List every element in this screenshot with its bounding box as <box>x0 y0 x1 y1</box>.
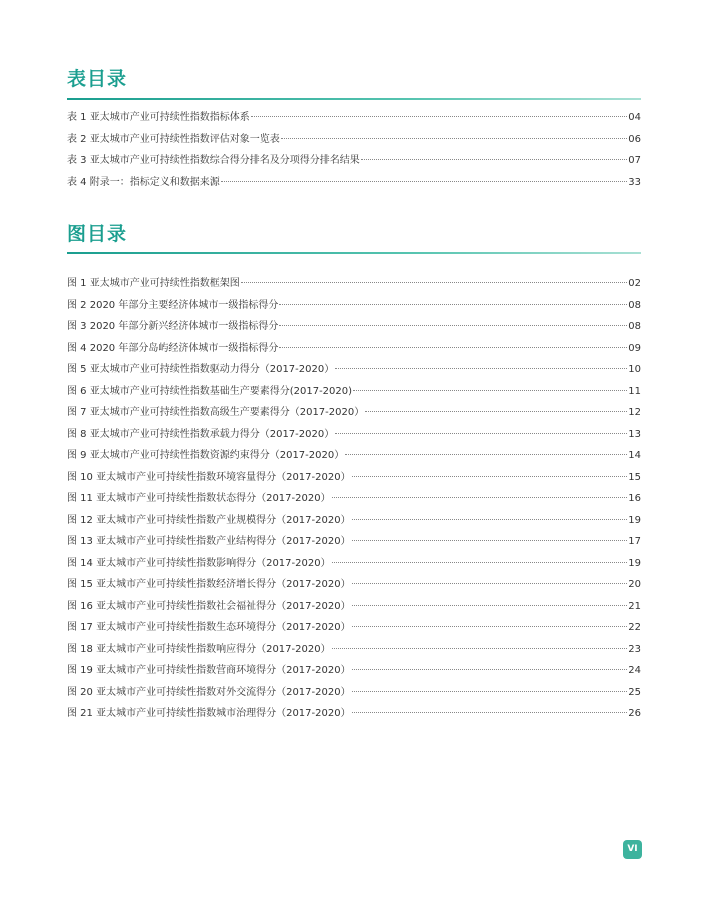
toc-entry-page-number: 08 <box>628 321 641 332</box>
toc-entry-label: 图 17 亚太城市产业可持续性指数生态环境得分（2017-2020） <box>67 622 351 633</box>
toc-entry[interactable] <box>67 682 641 704</box>
toc-entry-page-number: 02 <box>628 278 641 289</box>
toc-entry-page-number: 08 <box>628 299 641 311</box>
toc-entry-page-number: 09 <box>628 342 641 354</box>
toc-entry[interactable] <box>67 381 641 403</box>
toc-entry-page-number: 16 <box>628 493 641 504</box>
toc-entry-page-number: 19 <box>628 514 641 526</box>
toc-entry[interactable] <box>67 172 641 194</box>
dot-leader <box>352 583 628 584</box>
dot-leader <box>279 304 627 305</box>
toc-entry-label: 图 13 亚太城市产业可持续性指数产业结构得分（2017-2020） <box>67 536 351 547</box>
dot-leader <box>332 497 628 498</box>
toc-entry[interactable] <box>67 574 641 596</box>
dot-leader <box>345 454 627 455</box>
toc-entry-label: 图 18 亚太城市产业可持续性指数响应得分（2017-2020） <box>67 643 331 655</box>
toc-entry-page-number: 24 <box>628 665 641 676</box>
toc-entry[interactable] <box>67 402 641 424</box>
toc-entry[interactable] <box>67 445 641 467</box>
toc-entry[interactable] <box>67 488 641 510</box>
toc-entry-page-number: 07 <box>628 155 641 166</box>
toc-entry-page-number: 33 <box>628 176 641 188</box>
dot-leader <box>279 347 627 348</box>
toc-entry[interactable] <box>67 424 641 446</box>
toc-entry-label: 图 8 亚太城市产业可持续性指数承载力得分（2017-2020） <box>67 428 335 440</box>
toc-entry-page-number: 13 <box>628 428 641 440</box>
dot-leader <box>352 519 628 520</box>
toc-entry[interactable] <box>67 129 641 151</box>
toc-entry-page-number: 23 <box>628 643 641 655</box>
toc-entry-label: 图 1 亚太城市产业可持续性指数框架图 <box>67 278 240 289</box>
toc-entry-label: 表 1 亚太城市产业可持续性指数指标体系 <box>67 112 250 123</box>
toc-entry-label: 图 9 亚太城市产业可持续性指数资源约束得分（2017-2020） <box>67 450 345 461</box>
toc-entry-label: 表 2 亚太城市产业可持续性指数评估对象一览表 <box>67 133 280 145</box>
toc-entry[interactable] <box>67 316 641 338</box>
dot-leader <box>352 712 628 713</box>
toc-entry-page-number: 26 <box>628 708 641 719</box>
toc-entry-page-number: 06 <box>628 133 641 145</box>
toc-entry-label: 图 4 2020 年部分岛屿经济体城市一级指标得分 <box>67 342 279 354</box>
toc-entry[interactable] <box>67 596 641 618</box>
toc-entry[interactable] <box>67 703 641 725</box>
toc-entry-page-number: 10 <box>628 364 641 375</box>
toc-entry[interactable] <box>67 531 641 553</box>
toc-entry-label: 图 5 亚太城市产业可持续性指数驱动力得分（2017-2020） <box>67 364 335 375</box>
toc-entry-page-number: 25 <box>628 686 641 698</box>
dot-leader <box>352 626 628 627</box>
toc-entry-label: 图 10 亚太城市产业可持续性指数环境容量得分（2017-2020） <box>67 471 351 483</box>
toc-entry-label: 图 11 亚太城市产业可持续性指数状态得分（2017-2020） <box>67 493 331 504</box>
dot-leader <box>279 325 627 326</box>
dot-leader <box>361 159 628 160</box>
toc-entry-label: 图 2 2020 年部分主要经济体城市一级指标得分 <box>67 299 279 311</box>
toc-entry-page-number: 04 <box>628 112 641 123</box>
toc-entry-page-number: 15 <box>628 471 641 483</box>
tables-section-divider <box>67 98 641 100</box>
toc-entry-label: 表 4 附录一：指标定义和数据来源 <box>67 176 220 188</box>
toc-entry-label: 图 3 2020 年部分新兴经济体城市一级指标得分 <box>67 321 279 332</box>
toc-entry[interactable] <box>67 617 641 639</box>
dot-leader <box>352 691 628 692</box>
toc-entry[interactable] <box>67 639 641 661</box>
tables-section-title: 表目录 <box>67 68 128 90</box>
toc-entry[interactable] <box>67 359 641 381</box>
figures-section-title: 图目录 <box>67 223 128 245</box>
toc-entry-page-number: 12 <box>628 407 641 418</box>
table-of-figures <box>67 273 641 725</box>
toc-entry-label: 图 20 亚太城市产业可持续性指数对外交流得分（2017-2020） <box>67 686 351 698</box>
dot-leader <box>332 648 628 649</box>
dot-leader <box>352 605 628 606</box>
page-number-badge: VI <box>623 840 642 859</box>
dot-leader <box>352 540 628 541</box>
toc-entry[interactable] <box>67 107 641 129</box>
toc-entry[interactable] <box>67 273 641 295</box>
toc-entry-label: 图 7 亚太城市产业可持续性指数高级生产要素得分（2017-2020） <box>67 407 365 418</box>
toc-entry-label: 表 3 亚太城市产业可持续性指数综合得分排名及分项得分排名结果 <box>67 155 360 166</box>
toc-entry[interactable] <box>67 660 641 682</box>
dot-leader <box>352 669 628 670</box>
toc-entry-label: 图 15 亚太城市产业可持续性指数经济增长得分（2017-2020） <box>67 579 351 590</box>
toc-entry[interactable] <box>67 150 641 172</box>
dot-leader <box>221 181 628 182</box>
toc-entry[interactable] <box>67 295 641 317</box>
toc-entry-label: 图 14 亚太城市产业可持续性指数影响得分（2017-2020） <box>67 557 331 569</box>
toc-entry-page-number: 22 <box>628 622 641 633</box>
toc-entry-page-number: 17 <box>628 536 641 547</box>
toc-entry-page-number: 20 <box>628 579 641 590</box>
toc-entry-page-number: 11 <box>628 385 641 397</box>
toc-entry-page-number: 19 <box>628 557 641 569</box>
dot-leader <box>365 411 627 412</box>
toc-entry-label: 图 19 亚太城市产业可持续性指数营商环境得分（2017-2020） <box>67 665 351 676</box>
dot-leader <box>335 368 627 369</box>
toc-entry-page-number: 21 <box>628 600 641 612</box>
dot-leader <box>241 282 628 283</box>
toc-entry-label: 图 6 亚太城市产业可持续性指数基础生产要素得分(2017-2020) <box>67 385 353 397</box>
dot-leader <box>352 476 628 477</box>
toc-entry-label: 图 12 亚太城市产业可持续性指数产业规模得分（2017-2020） <box>67 514 351 526</box>
dot-leader <box>332 562 628 563</box>
toc-entry-page-number: 14 <box>628 450 641 461</box>
dot-leader <box>251 116 628 117</box>
toc-entry-label: 图 16 亚太城市产业可持续性指数社会福祉得分（2017-2020） <box>67 600 351 612</box>
figures-section-divider <box>67 252 641 254</box>
toc-entry[interactable] <box>67 553 641 575</box>
dot-leader <box>353 390 627 391</box>
toc-entry[interactable] <box>67 467 641 489</box>
toc-entry-label: 图 21 亚太城市产业可持续性指数城市治理得分（2017-2020） <box>67 708 351 719</box>
table-of-tables <box>67 107 641 193</box>
toc-entry[interactable] <box>67 510 641 532</box>
toc-entry[interactable] <box>67 338 641 360</box>
dot-leader <box>281 138 628 139</box>
dot-leader <box>335 433 627 434</box>
